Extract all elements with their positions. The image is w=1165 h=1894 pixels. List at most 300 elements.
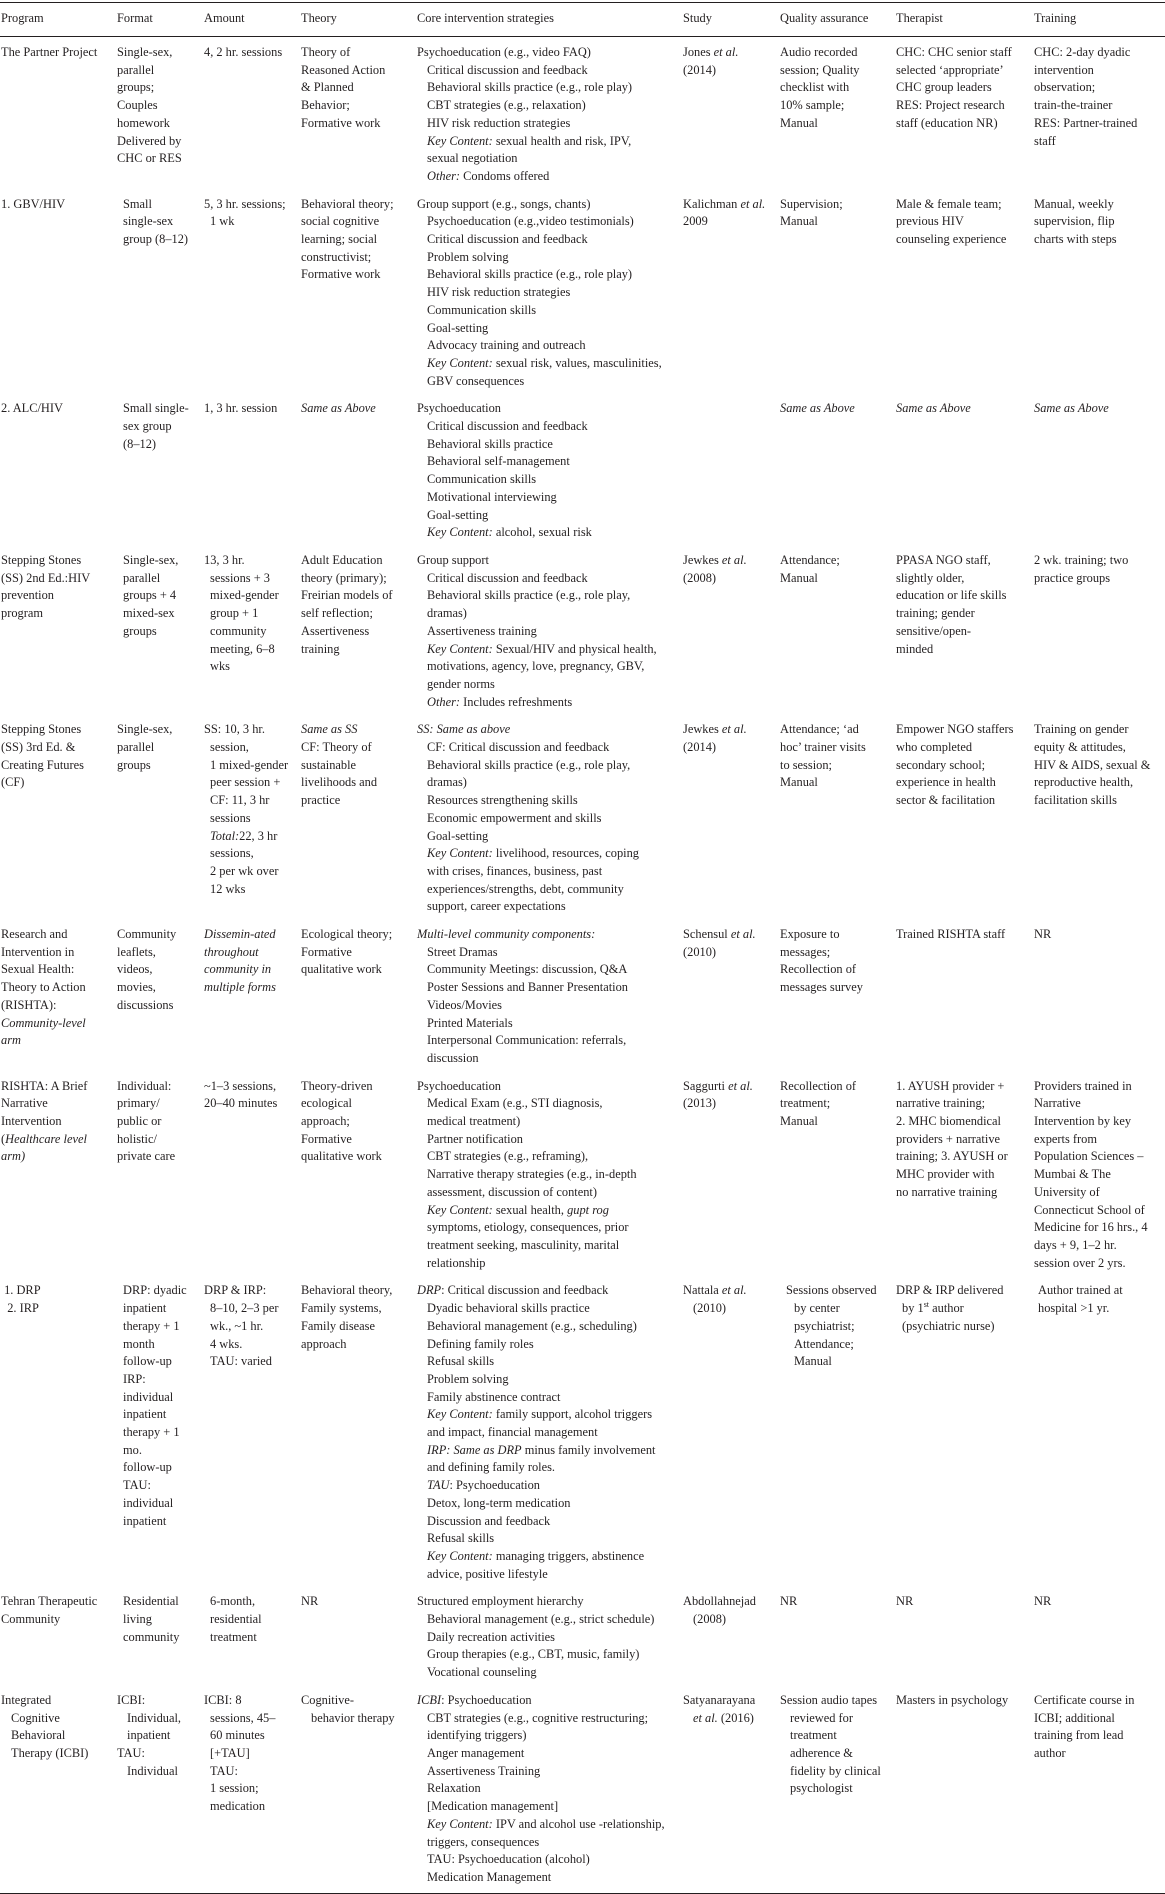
cell-line bbox=[417, 471, 681, 489]
cell-line: session over 2 yrs. bbox=[1034, 1255, 1126, 1270]
text: Communication skills bbox=[427, 472, 537, 487]
cell-line: 1. DRP bbox=[1, 1283, 41, 1298]
cell-line: group (8–12) bbox=[123, 232, 189, 247]
text: minus family involvement bbox=[521, 1442, 656, 1457]
cell-line bbox=[204, 810, 299, 828]
cell-line: ~1–3 sessions, bbox=[204, 1078, 277, 1093]
text: Behavioral skills practice bbox=[427, 436, 553, 451]
cell-program bbox=[0, 396, 117, 548]
text: Behavioral skills practice (e.g., role play, bbox=[427, 757, 631, 772]
cell-line bbox=[417, 845, 681, 863]
cell-line: MHC provider with bbox=[896, 1167, 995, 1182]
cell-line bbox=[417, 1851, 681, 1869]
cell-line: RES: Partner-trained bbox=[1034, 115, 1138, 130]
cell-line bbox=[1, 1032, 115, 1050]
cell-core-strategies bbox=[417, 548, 683, 717]
cell-line: intervention bbox=[1034, 62, 1094, 77]
cell-line bbox=[417, 1798, 681, 1816]
cell-study bbox=[683, 192, 780, 397]
cell-line bbox=[683, 1095, 778, 1113]
cell-format bbox=[117, 1589, 204, 1688]
cell-therapist bbox=[896, 1589, 1034, 1688]
cell-line bbox=[417, 1113, 681, 1131]
cell-line bbox=[683, 1078, 778, 1096]
cell-line: Medicine for 16 hrs., 4 bbox=[1034, 1220, 1148, 1235]
text: CF: Critical discussion and feedback bbox=[427, 740, 610, 755]
cell-line: by center bbox=[794, 1301, 840, 1316]
cell-line: Author trained at bbox=[1038, 1283, 1123, 1298]
cell-line: 8–10, 2–3 per bbox=[210, 1301, 279, 1316]
header-training: Training bbox=[1034, 11, 1077, 25]
cell-line bbox=[417, 1318, 681, 1336]
cell-line: Assertiveness bbox=[301, 623, 370, 638]
cell-line bbox=[417, 1495, 681, 1513]
cell-training bbox=[1034, 1688, 1165, 1893]
cell-line: checklist with bbox=[780, 80, 850, 95]
text: Condoms offered bbox=[460, 168, 550, 183]
text: Psychoeducation bbox=[417, 401, 501, 416]
cell-line bbox=[417, 552, 681, 570]
text: gender norms bbox=[427, 676, 495, 691]
cell-line bbox=[417, 355, 681, 373]
cell-program bbox=[0, 922, 117, 1074]
text: by 1 bbox=[902, 1301, 924, 1316]
text: (2010) bbox=[693, 1301, 727, 1316]
cell-study bbox=[683, 922, 780, 1074]
text: : Psychoeducation bbox=[449, 1478, 541, 1493]
cell-amount bbox=[204, 717, 301, 922]
cell-line: 1. GBV/HIV bbox=[1, 196, 66, 211]
text: Medication Management bbox=[427, 1869, 552, 1884]
cell-program bbox=[0, 1688, 117, 1893]
cell-line: (psychiatric nurse) bbox=[902, 1318, 995, 1333]
cell-line: Behavior; bbox=[301, 98, 350, 113]
cell-line: theory (primary); bbox=[301, 570, 387, 585]
cell-line: Adult Education bbox=[301, 552, 383, 567]
text: Group support bbox=[417, 552, 489, 567]
cell-line bbox=[417, 1255, 681, 1273]
cell-line: Certificate course in bbox=[1034, 1692, 1135, 1707]
cell-line: Same as Above bbox=[896, 401, 971, 416]
italic-text: et al. bbox=[713, 45, 739, 59]
cell-line: Population Sciences – bbox=[1034, 1149, 1144, 1164]
cell-line bbox=[417, 284, 681, 302]
cell-line: Single-sex, bbox=[123, 552, 179, 567]
cell-program bbox=[0, 37, 117, 192]
cell-line: Creating Futures bbox=[1, 757, 84, 772]
cell-line: parallel bbox=[123, 570, 161, 585]
text: Intervention bbox=[1, 1114, 62, 1129]
italic-text: Key Content: bbox=[427, 641, 493, 656]
cell-line bbox=[417, 1869, 681, 1887]
text: Resources strengthening skills bbox=[427, 793, 578, 808]
cell-line: Behavioral theory, bbox=[301, 1283, 393, 1298]
cell-core-strategies bbox=[417, 717, 683, 922]
cell-study bbox=[683, 548, 780, 717]
italic-text: et al. bbox=[721, 1283, 747, 1298]
cell-line: narrative training; bbox=[896, 1096, 986, 1111]
cell-line: 2. MHC biomendical bbox=[896, 1114, 1001, 1129]
cell-line: NR bbox=[1034, 927, 1052, 942]
cell-line bbox=[683, 62, 778, 80]
cell-training bbox=[1034, 1589, 1165, 1688]
text: Behavioral management (e.g., strict schedule) bbox=[427, 1612, 655, 1627]
cell-line bbox=[417, 115, 681, 133]
cell-line: Manual bbox=[780, 775, 818, 790]
text: family support, alcohol triggers bbox=[492, 1407, 653, 1422]
text: Sexual Health: bbox=[1, 962, 75, 977]
cell-line: 1, 3 hr. session bbox=[204, 401, 278, 416]
text: (2014) bbox=[683, 740, 717, 755]
header-quality-assurance: Quality assurance bbox=[780, 11, 869, 25]
text: Detox, long-term medication bbox=[427, 1495, 571, 1510]
cell-line: to session; bbox=[780, 757, 832, 772]
cell-line: & Planned bbox=[301, 80, 354, 95]
cell-line: selected ‘appropriate’ bbox=[896, 62, 1004, 77]
text: Assertiveness Training bbox=[427, 1763, 541, 1778]
cell-line bbox=[1, 997, 115, 1015]
text: (2008) bbox=[693, 1612, 727, 1627]
cell-study bbox=[683, 1074, 780, 1279]
cell-line: homework bbox=[117, 115, 170, 130]
text: Critical discussion and feedback bbox=[427, 232, 588, 247]
text: managing triggers, abstinence bbox=[492, 1548, 645, 1563]
italic-text: Key Content: bbox=[427, 1202, 493, 1217]
cell-line: Couples bbox=[117, 98, 158, 113]
cell-line bbox=[417, 641, 681, 659]
cell-line bbox=[417, 926, 681, 944]
text: Goal-setting bbox=[427, 320, 489, 335]
cell-training bbox=[1034, 717, 1165, 922]
cell-line: Freirian models of bbox=[301, 588, 393, 603]
text: Group therapies (e.g., CBT, music, family) bbox=[427, 1647, 640, 1662]
cell-line: sessions + 3 bbox=[210, 570, 270, 585]
cell-line: mixed-gender bbox=[210, 588, 279, 603]
text: Group support (e.g., songs, chants) bbox=[417, 196, 591, 211]
text: SS: 10, 3 hr. bbox=[204, 722, 265, 737]
cell-line: IRP: bbox=[123, 1371, 146, 1386]
table-row bbox=[0, 37, 1165, 192]
cell-line bbox=[417, 133, 681, 151]
cell-line: CHC or RES bbox=[117, 151, 182, 166]
italic-text: et al. bbox=[740, 196, 766, 211]
cell-line: Stepping Stones bbox=[1, 552, 82, 567]
text: Economic empowerment and skills bbox=[427, 810, 602, 825]
cell-line bbox=[417, 570, 681, 588]
text: 22, 3 hr bbox=[239, 828, 278, 843]
cell-line bbox=[417, 1477, 681, 1495]
text: Research and bbox=[1, 927, 68, 942]
cell-theory bbox=[301, 1278, 417, 1589]
cell-format bbox=[117, 1074, 204, 1279]
cell-therapist bbox=[896, 396, 1034, 548]
cell-line bbox=[683, 552, 778, 570]
cell-line: (CF) bbox=[1, 775, 25, 790]
text: Refusal skills bbox=[427, 1354, 495, 1369]
cell-line bbox=[417, 1566, 681, 1584]
cell-line bbox=[301, 739, 415, 757]
cell-line: no narrative training bbox=[896, 1184, 998, 1199]
cell-line bbox=[417, 694, 681, 712]
text: identifying triggers) bbox=[427, 1728, 527, 1743]
text: Kalichman bbox=[683, 196, 741, 211]
cell-theory bbox=[301, 396, 417, 548]
cell-therapist bbox=[896, 1278, 1034, 1589]
text: practice bbox=[301, 793, 341, 808]
cell-line bbox=[417, 320, 681, 338]
cell-line: community in bbox=[204, 962, 272, 977]
text: (2010) bbox=[683, 944, 717, 959]
text: Behavioral management (e.g., scheduling) bbox=[427, 1318, 637, 1333]
cell-line: parallel bbox=[117, 62, 155, 77]
cell-line bbox=[683, 739, 778, 757]
cell-line bbox=[417, 587, 681, 605]
text: 2009 bbox=[683, 214, 708, 229]
cell-line bbox=[301, 757, 415, 775]
cell-study bbox=[683, 37, 780, 192]
cell-line: Same as Above bbox=[301, 401, 376, 416]
cell-line bbox=[417, 168, 681, 186]
text: Behavioral skills practice (e.g., role play) bbox=[427, 80, 633, 95]
table-row bbox=[0, 1688, 1165, 1893]
cell-format bbox=[117, 548, 204, 717]
cell-line: Intervention by key bbox=[1034, 1114, 1132, 1129]
cell-line: training from lead bbox=[1034, 1728, 1124, 1743]
cell-line bbox=[417, 1371, 681, 1389]
text: livelihood, resources, coping bbox=[492, 846, 639, 861]
table-row bbox=[0, 396, 1165, 548]
italic-text: DRP bbox=[417, 1283, 442, 1298]
cell-line: Trained RISHTA staff bbox=[896, 927, 1006, 942]
text: Motivational interviewing bbox=[427, 489, 557, 504]
header-amount: Amount bbox=[204, 11, 245, 25]
cell-line: wks bbox=[210, 659, 230, 674]
cell-theory bbox=[301, 192, 417, 397]
cell-line bbox=[417, 507, 681, 525]
cell-line bbox=[417, 524, 681, 542]
cell-line: Theory-driven bbox=[301, 1078, 373, 1093]
cell-line: medication bbox=[210, 1799, 266, 1814]
cell-line: reviewed for bbox=[790, 1710, 853, 1725]
text: Anger management bbox=[427, 1745, 525, 1760]
cell-quality-assurance bbox=[780, 1074, 896, 1279]
text: Advocacy training and outreach bbox=[427, 338, 586, 353]
text: Printed Materials bbox=[427, 1015, 513, 1030]
text: Partner notification bbox=[427, 1131, 523, 1146]
cell-line bbox=[417, 997, 681, 1015]
text: (2016) bbox=[717, 1710, 754, 1725]
italic-text: IRP: Same as DRP bbox=[427, 1442, 522, 1457]
cell-line bbox=[204, 739, 299, 757]
cell-line bbox=[417, 623, 681, 641]
table-row bbox=[0, 717, 1165, 922]
cell-line: approach; bbox=[301, 1114, 350, 1129]
cell-line: days + 9, 1–2 hr. bbox=[1034, 1238, 1117, 1252]
cell-quality-assurance bbox=[780, 548, 896, 717]
cell-line: NR bbox=[896, 1594, 914, 1609]
cell-line: qualitative work bbox=[301, 962, 382, 977]
cell-line: training; gender bbox=[896, 606, 975, 621]
cell-line: experts from bbox=[1034, 1131, 1097, 1146]
cell-line: CHC: 2-day dyadic bbox=[1034, 45, 1131, 59]
cell-therapist bbox=[896, 1074, 1034, 1279]
cell-line bbox=[417, 1513, 681, 1531]
cell-amount bbox=[204, 1278, 301, 1589]
header-therapist: Therapist bbox=[896, 11, 943, 25]
cell-core-strategies bbox=[417, 192, 683, 397]
cell-line: Manual, weekly bbox=[1034, 196, 1114, 211]
cell-line bbox=[204, 881, 299, 899]
cell-line bbox=[417, 1015, 681, 1033]
cell-line bbox=[417, 1406, 681, 1424]
text: Satyanarayana bbox=[683, 1692, 756, 1707]
text: Videos/Movies bbox=[427, 997, 502, 1012]
cell-line: individual bbox=[123, 1389, 174, 1404]
cell-line bbox=[204, 774, 299, 792]
cell-line bbox=[417, 1148, 681, 1166]
cell-line bbox=[417, 1078, 681, 1096]
italic-text: Key Content: bbox=[427, 525, 493, 540]
cell-line: NR bbox=[780, 1594, 798, 1609]
cell-line: previous HIV bbox=[896, 214, 964, 229]
cell-format bbox=[117, 396, 204, 548]
cell-line bbox=[417, 1300, 681, 1318]
cell-line: group + 1 bbox=[210, 606, 259, 621]
cell-line bbox=[417, 489, 681, 507]
cell-line: Attendance; bbox=[794, 1336, 854, 1351]
cell-line: author bbox=[1034, 1745, 1066, 1760]
cell-line: Male & female team; bbox=[896, 196, 1002, 211]
italic-text: TAU bbox=[427, 1478, 450, 1493]
cell-line bbox=[417, 1816, 681, 1834]
italic-text: Key Content: bbox=[427, 846, 493, 861]
text: discussion bbox=[427, 1050, 479, 1065]
cell-amount bbox=[204, 1074, 301, 1279]
cell-line bbox=[1, 979, 115, 997]
cell-line: movies, bbox=[117, 980, 156, 995]
italic-text: arm) bbox=[1, 1149, 26, 1164]
cell-line: sector & facilitation bbox=[896, 793, 996, 808]
cell-line: private care bbox=[117, 1149, 176, 1164]
cell-line: 5, 3 hr. sessions; bbox=[204, 196, 286, 211]
cell-line bbox=[417, 1780, 681, 1798]
cell-line: Behavioral theory; bbox=[301, 196, 394, 211]
cell-line: Individual bbox=[127, 1763, 178, 1778]
italic-text: Other: bbox=[427, 168, 461, 183]
text: Theory to Action bbox=[1, 980, 86, 995]
cell-line bbox=[1, 1148, 115, 1166]
cell-quality-assurance bbox=[780, 192, 896, 397]
text: triggers, consequences bbox=[427, 1834, 540, 1849]
cell-line: Delivered by bbox=[117, 133, 182, 148]
cell-amount bbox=[204, 1688, 301, 1893]
text: Jewkes bbox=[683, 722, 722, 737]
cell-line: groups bbox=[123, 623, 157, 638]
cell-line bbox=[1, 1113, 115, 1131]
cell-line: Manual bbox=[780, 214, 818, 229]
text: GBV consequences bbox=[427, 373, 525, 388]
italic-text: Key Content: bbox=[427, 1407, 493, 1422]
cell-line bbox=[417, 231, 681, 249]
cell-line bbox=[417, 337, 681, 355]
cell-line: 1. AYUSH provider + bbox=[896, 1078, 1005, 1093]
cell-core-strategies bbox=[417, 1074, 683, 1279]
cell-line: community bbox=[210, 623, 267, 638]
italic-text: ICBI bbox=[417, 1692, 442, 1707]
cell-study bbox=[683, 1589, 780, 1688]
text: symptoms, etiology, consequences, prior bbox=[427, 1220, 629, 1235]
cell-line: DRP & IRP: bbox=[204, 1283, 267, 1298]
cell-line bbox=[1, 1131, 115, 1149]
cell-format bbox=[117, 192, 204, 397]
cell-line bbox=[204, 863, 299, 881]
cell-amount bbox=[204, 396, 301, 548]
text: 2 per wk over bbox=[210, 863, 279, 878]
italic-text: gupt rog bbox=[567, 1202, 609, 1217]
cell-line: Single-sex, bbox=[117, 45, 173, 59]
header-theory: Theory bbox=[301, 11, 337, 25]
cell-line: inpatient bbox=[127, 1728, 171, 1743]
text: advice, positive lifestyle bbox=[427, 1566, 548, 1581]
cell-line bbox=[417, 1032, 681, 1050]
program-table bbox=[0, 2, 1165, 1894]
cell-quality-assurance bbox=[780, 922, 896, 1074]
cell-program bbox=[0, 548, 117, 717]
text: TAU: Psychoeducation (alcohol) bbox=[427, 1852, 590, 1867]
cell-line bbox=[1, 944, 115, 962]
cell-line: meeting, 6–8 bbox=[210, 641, 275, 656]
cell-line bbox=[683, 44, 778, 62]
cell-line: 2. IRP bbox=[1, 1301, 39, 1316]
text: treatment seeking, masculinity, marital bbox=[427, 1238, 620, 1252]
cell-line bbox=[417, 881, 681, 899]
cell-line: Individual, bbox=[127, 1710, 182, 1725]
cell-line bbox=[1, 1095, 115, 1113]
cell-training bbox=[1034, 192, 1165, 397]
cell-line: Audio recorded bbox=[780, 45, 858, 59]
text: Family abstinence contract bbox=[427, 1389, 561, 1404]
cell-line: leaflets, bbox=[117, 944, 156, 959]
cell-line: observation; bbox=[1034, 80, 1096, 95]
text: dramas) bbox=[427, 775, 467, 790]
cell-quality-assurance bbox=[780, 396, 896, 548]
cell-line bbox=[417, 79, 681, 97]
cell-line: 1 wk bbox=[210, 214, 235, 229]
text: Community Meetings: discussion, Q&A bbox=[427, 962, 628, 977]
cell-line: follow-up bbox=[123, 1354, 172, 1369]
text: Includes refreshments bbox=[460, 694, 573, 709]
cell-line: learning; social bbox=[301, 232, 378, 247]
cell-line bbox=[417, 721, 681, 739]
cell-amount bbox=[204, 37, 301, 192]
text: motivations, agency, love, pregnancy, GBV, bbox=[427, 659, 645, 674]
cell-line: education or life skills bbox=[896, 588, 1007, 603]
text: Psychoeducation (e.g.,video testimonials) bbox=[427, 214, 634, 229]
cell-line: University of bbox=[1034, 1184, 1100, 1199]
text: Dyadic behavioral skills practice bbox=[427, 1301, 590, 1316]
cell-line bbox=[417, 1593, 681, 1611]
cell-line bbox=[417, 757, 681, 775]
cell-program bbox=[0, 192, 117, 397]
text: Schensul bbox=[683, 927, 731, 942]
cell-core-strategies bbox=[417, 396, 683, 548]
text: Intervention in bbox=[1, 944, 75, 959]
cell-line: staff (education NR) bbox=[896, 115, 998, 130]
cell-line: who completed bbox=[896, 740, 973, 755]
cell-line: Formative bbox=[301, 944, 352, 959]
cell-line: 10% sample; bbox=[780, 98, 845, 113]
text: assessment, discussion of content) bbox=[427, 1184, 598, 1199]
